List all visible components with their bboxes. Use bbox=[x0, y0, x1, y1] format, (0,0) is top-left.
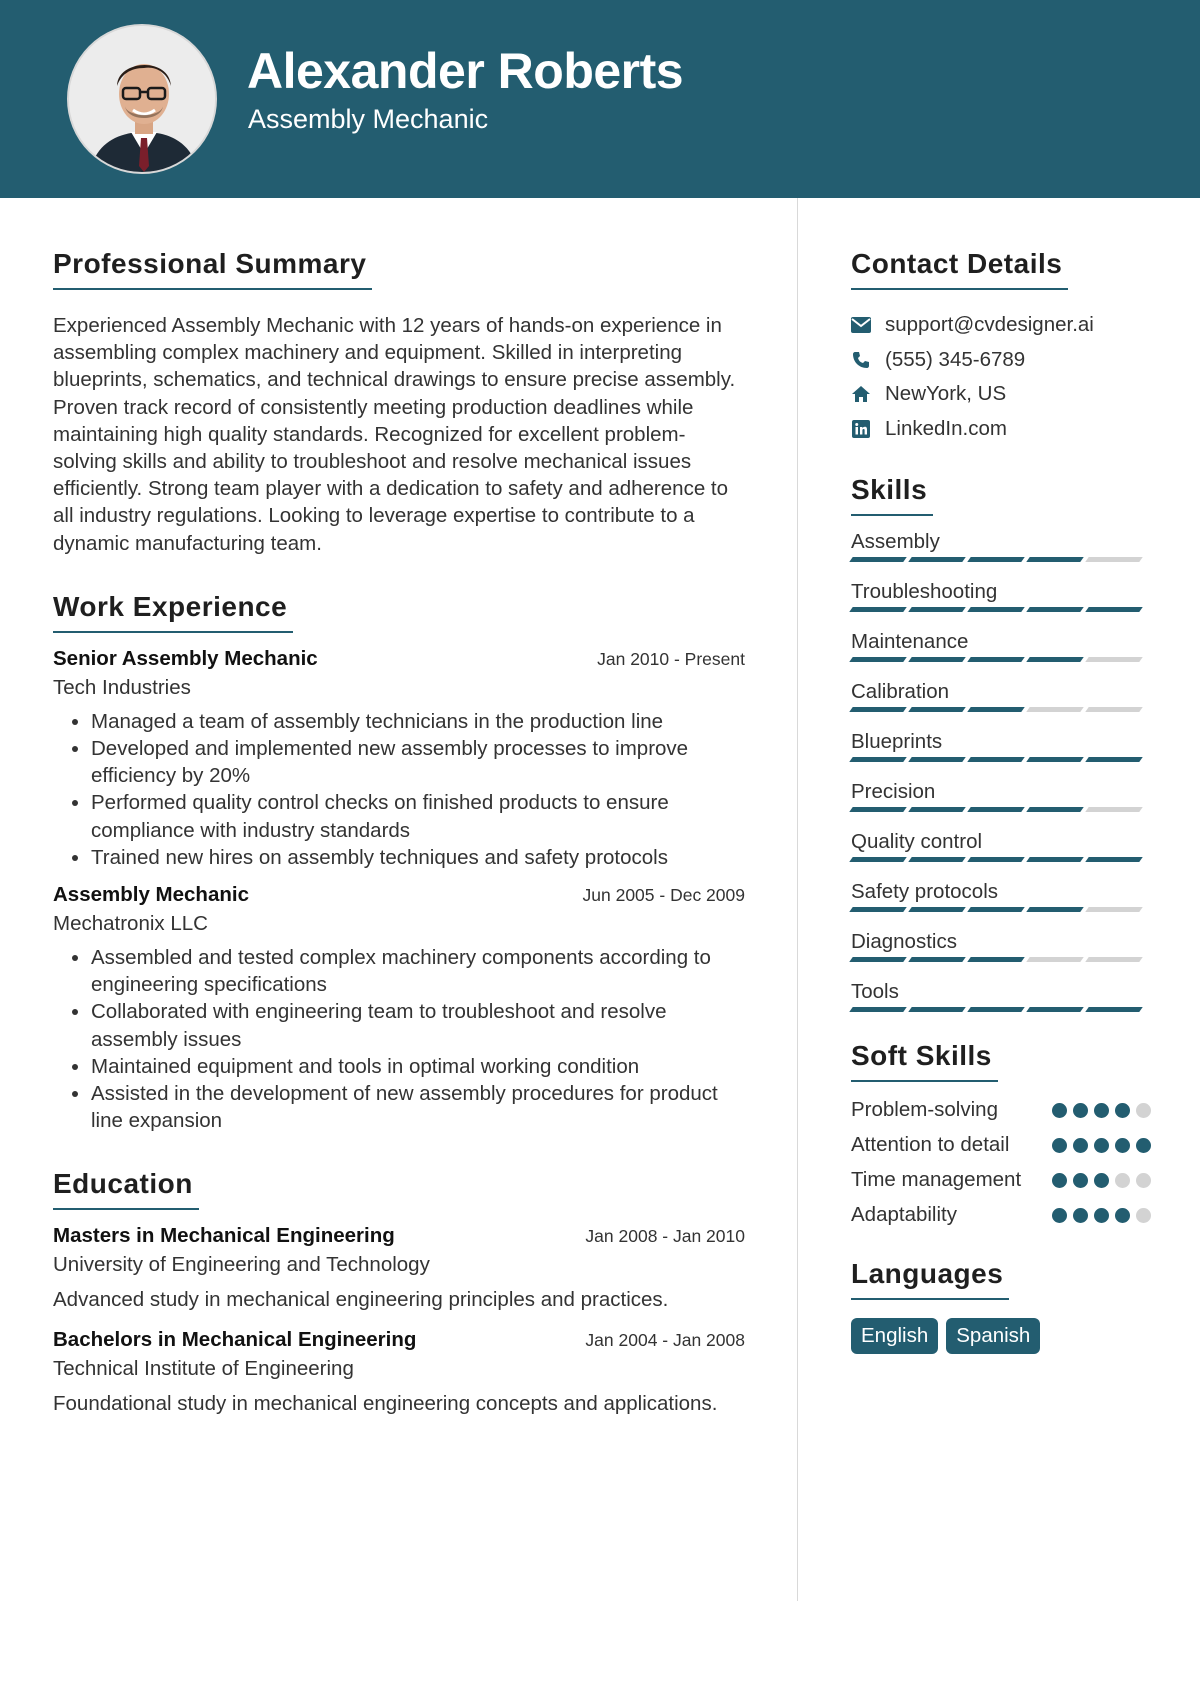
rating-dot bbox=[1136, 1138, 1151, 1153]
soft-skills-section bbox=[851, 1040, 1151, 1228]
envelope-icon bbox=[851, 315, 871, 335]
skill-name: Quality control bbox=[851, 830, 983, 853]
skill-level-bar bbox=[851, 657, 1151, 662]
skill-level-segment bbox=[1085, 657, 1143, 662]
rating-dot bbox=[1094, 1208, 1109, 1223]
contact-email-text[interactable]: support@cvdesigner.ai bbox=[885, 313, 1094, 337]
company-name: Tech Industries bbox=[53, 675, 191, 699]
rating-dot bbox=[1136, 1208, 1151, 1223]
skill-level-segment bbox=[967, 607, 1025, 612]
skill-level-segment bbox=[1085, 757, 1143, 762]
skill-level-segment bbox=[849, 807, 907, 812]
contact-location bbox=[851, 377, 1151, 412]
skill-name: Troubleshooting bbox=[851, 580, 998, 603]
skill-level-segment bbox=[849, 657, 907, 662]
summary-section bbox=[53, 248, 745, 557]
skill-level-segment bbox=[908, 607, 966, 612]
skill-level-bar bbox=[851, 957, 1151, 962]
job-bullet: • Trained new hires on assembly techniques and safety protocols bbox=[91, 844, 745, 871]
skill-level-segment bbox=[1085, 1007, 1143, 1012]
skill-level-segment bbox=[849, 707, 907, 712]
soft-skill-row bbox=[851, 1166, 1151, 1193]
job-bullet: • Collaborated with engineering team to troubleshoot and resolve assembly issues bbox=[91, 998, 745, 1052]
skill-level-segment bbox=[967, 1007, 1025, 1012]
skill-name: Maintenance bbox=[851, 630, 969, 653]
contact-heading: Contact Details bbox=[851, 248, 1068, 290]
skill-level-segment bbox=[1085, 807, 1143, 812]
experience-section bbox=[53, 591, 745, 1135]
job-bullet: • Performed quality control checks on finished products to ensure compliance with industry standards bbox=[91, 789, 745, 843]
soft-skill-name: Time management bbox=[851, 1168, 1022, 1191]
school-name: University of Engineering and Technology bbox=[53, 1253, 430, 1277]
job-entry bbox=[53, 647, 745, 871]
skill-level-bar bbox=[851, 907, 1151, 912]
skill-level-segment bbox=[967, 757, 1025, 762]
education-description: Advanced study in mechanical engineering principles and practices. bbox=[53, 1288, 669, 1312]
skill-level-segment bbox=[1026, 807, 1084, 812]
skill-level-segment bbox=[1026, 1007, 1084, 1012]
rating-dot bbox=[1052, 1173, 1067, 1188]
job-bullet: • Assisted in the development of new assembly procedures for product line expansion bbox=[91, 1080, 745, 1134]
skill-level-segment bbox=[849, 607, 907, 612]
education-section bbox=[53, 1168, 745, 1416]
skill-level-segment bbox=[908, 757, 966, 762]
contact-email bbox=[851, 308, 1151, 343]
skill-level-segment bbox=[1085, 707, 1143, 712]
job-title: Senior Assembly Mechanic bbox=[53, 646, 318, 670]
contact-linkedin bbox=[851, 412, 1151, 447]
home-icon bbox=[851, 384, 871, 404]
skill-level-bar bbox=[851, 1007, 1151, 1012]
skill-level-segment bbox=[967, 857, 1025, 862]
language-tag: English bbox=[851, 1318, 938, 1354]
job-bullet: • Assembled and tested complex machinery components according to engineering specifications bbox=[91, 944, 745, 998]
skill-name: Precision bbox=[851, 780, 936, 803]
skill-level-segment bbox=[908, 557, 966, 562]
skill-level-segment bbox=[1085, 857, 1143, 862]
languages-heading: Languages bbox=[851, 1258, 1009, 1300]
soft-skills-heading: Soft Skills bbox=[851, 1040, 998, 1082]
skill-level-bar bbox=[851, 857, 1151, 862]
education-dates: Jan 2008 - Jan 2010 bbox=[585, 1226, 745, 1247]
soft-skill-rating bbox=[1052, 1138, 1151, 1153]
skill-level-segment bbox=[908, 857, 966, 862]
job-title: Assembly Mechanic bbox=[53, 883, 249, 907]
contact-phone-text[interactable]: (555) 345-6789 bbox=[885, 347, 1026, 371]
experience-heading: Work Experience bbox=[53, 591, 293, 633]
skill-name: Blueprints bbox=[851, 730, 943, 753]
company-name: Mechatronix LLC bbox=[53, 912, 208, 936]
skill-name: Assembly bbox=[851, 530, 940, 553]
degree-title: Masters in Mechanical Engineering bbox=[53, 1224, 395, 1248]
skill-level-segment bbox=[967, 557, 1025, 562]
skill-level-segment bbox=[908, 957, 966, 962]
soft-skills-list bbox=[851, 1096, 1151, 1228]
soft-skill-rating bbox=[1052, 1173, 1151, 1188]
summary-heading: Professional Summary bbox=[53, 248, 372, 290]
rating-dot bbox=[1115, 1208, 1130, 1223]
languages-section bbox=[851, 1258, 1151, 1354]
skill-level-bar bbox=[851, 757, 1151, 762]
skill-level-segment bbox=[1026, 907, 1084, 912]
skill-level-segment bbox=[1026, 657, 1084, 662]
languages-list bbox=[851, 1318, 1151, 1354]
summary-text: Experienced Assembly Mechanic with 12 years of hands-on experience in assembling complex machinery and equipment. Skilled in interpreting blueprints, schematics, and technical drawings to ensure precise assembly. Proven track record of consistently meeting production deadlines while maintaining high quality standards. Recognized for excellent problem-solving skills and ability to troubleshoot and resolve mechanical issues efficiently. Strong team player with a dedication to safety and adherence to all industry regulations. Looking to leverage expertise to contribute to a dynamic manufacturing team. bbox=[53, 314, 736, 555]
skill-level-segment bbox=[1026, 957, 1084, 962]
soft-skill-rating bbox=[1052, 1208, 1151, 1223]
skill-level-segment bbox=[1026, 607, 1084, 612]
skill-level-bar bbox=[851, 707, 1151, 712]
soft-skill-name: Attention to detail bbox=[851, 1133, 1010, 1156]
contact-linkedin-text[interactable]: LinkedIn.com bbox=[885, 416, 1007, 440]
contact-phone bbox=[851, 343, 1151, 378]
skill-level-segment bbox=[849, 957, 907, 962]
main-column bbox=[53, 248, 745, 1417]
job-bullet: • Maintained equipment and tools in optimal working condition bbox=[91, 1053, 745, 1080]
column-divider bbox=[797, 198, 798, 1601]
skills-list bbox=[851, 526, 1151, 1012]
rating-dot bbox=[1052, 1138, 1067, 1153]
skill-level-segment bbox=[908, 707, 966, 712]
rating-dot bbox=[1094, 1173, 1109, 1188]
job-bullets bbox=[53, 708, 745, 871]
rating-dot bbox=[1052, 1208, 1067, 1223]
rating-dot bbox=[1052, 1103, 1067, 1118]
job-dates: Jan 2010 - Present bbox=[597, 648, 745, 669]
skill-level-segment bbox=[849, 1007, 907, 1012]
skill-level-bar bbox=[851, 807, 1151, 812]
header-banner bbox=[0, 0, 1200, 198]
skill-name: Tools bbox=[851, 980, 899, 1003]
skill-level-segment bbox=[967, 707, 1025, 712]
skills-heading: Skills bbox=[851, 474, 933, 516]
profile-photo bbox=[67, 24, 217, 174]
skill-level-segment bbox=[1026, 557, 1084, 562]
skills-section bbox=[851, 474, 1151, 1012]
soft-skill-name: Problem-solving bbox=[851, 1098, 998, 1121]
rating-dot bbox=[1136, 1103, 1151, 1118]
skill-level-segment bbox=[1085, 957, 1143, 962]
job-entry bbox=[53, 883, 745, 1134]
sidebar-column bbox=[851, 248, 1151, 1354]
education-description: Foundational study in mechanical engineering concepts and applications. bbox=[53, 1391, 718, 1415]
skill-level-bar bbox=[851, 607, 1151, 612]
skill-level-segment bbox=[967, 907, 1025, 912]
skill-level-segment bbox=[849, 757, 907, 762]
skill-level-segment bbox=[1026, 857, 1084, 862]
skill-name: Diagnostics bbox=[851, 930, 957, 953]
rating-dot bbox=[1073, 1138, 1088, 1153]
skill-level-segment bbox=[1085, 607, 1143, 612]
phone-icon bbox=[851, 350, 871, 370]
skill-level-segment bbox=[849, 907, 907, 912]
skill-level-segment bbox=[1026, 707, 1084, 712]
rating-dot bbox=[1115, 1173, 1130, 1188]
job-bullet: • Developed and implemented new assembly processes to improve efficiency by 20% bbox=[91, 735, 745, 789]
rating-dot bbox=[1073, 1173, 1088, 1188]
education-entry bbox=[53, 1328, 745, 1417]
soft-skill-row bbox=[851, 1096, 1151, 1123]
skill-level-segment bbox=[849, 557, 907, 562]
rating-dot bbox=[1094, 1138, 1109, 1153]
job-dates: Jun 2005 - Dec 2009 bbox=[582, 885, 745, 906]
education-entry bbox=[53, 1224, 745, 1313]
contact-section bbox=[851, 248, 1151, 446]
skill-level-segment bbox=[1026, 757, 1084, 762]
skill-level-segment bbox=[908, 907, 966, 912]
candidate-name: Alexander Roberts bbox=[247, 43, 684, 99]
skill-level-segment bbox=[849, 857, 907, 862]
rating-dot bbox=[1136, 1173, 1151, 1188]
skill-level-segment bbox=[1085, 557, 1143, 562]
skill-level-segment bbox=[1085, 907, 1143, 912]
soft-skill-row bbox=[851, 1131, 1151, 1158]
contact-location-text: NewYork, US bbox=[885, 382, 1007, 406]
avatar-icon bbox=[69, 26, 217, 174]
skill-name: Calibration bbox=[851, 680, 949, 703]
skill-level-segment bbox=[967, 657, 1025, 662]
degree-title: Bachelors in Mechanical Engineering bbox=[53, 1327, 417, 1351]
rating-dot bbox=[1073, 1208, 1088, 1223]
candidate-job-title: Assembly Mechanic bbox=[248, 104, 489, 134]
skill-level-segment bbox=[908, 807, 966, 812]
rating-dot bbox=[1094, 1103, 1109, 1118]
soft-skill-row bbox=[851, 1201, 1151, 1228]
rating-dot bbox=[1073, 1103, 1088, 1118]
school-name: Technical Institute of Engineering bbox=[53, 1356, 354, 1380]
skill-level-bar bbox=[851, 557, 1151, 562]
rating-dot bbox=[1115, 1103, 1130, 1118]
soft-skill-rating bbox=[1052, 1103, 1151, 1118]
skill-level-segment bbox=[908, 657, 966, 662]
linkedin-icon bbox=[851, 419, 871, 439]
skill-level-segment bbox=[967, 957, 1025, 962]
skill-level-segment bbox=[967, 807, 1025, 812]
job-bullets bbox=[53, 944, 745, 1134]
skill-name: Safety protocols bbox=[851, 880, 998, 903]
job-bullet: • Managed a team of assembly technicians in the production line bbox=[91, 708, 745, 735]
soft-skill-name: Adaptability bbox=[851, 1203, 957, 1226]
language-tag: Spanish bbox=[946, 1318, 1040, 1354]
education-heading: Education bbox=[53, 1168, 199, 1210]
rating-dot bbox=[1115, 1138, 1130, 1153]
education-dates: Jan 2004 - Jan 2008 bbox=[585, 1329, 745, 1350]
skill-level-segment bbox=[908, 1007, 966, 1012]
